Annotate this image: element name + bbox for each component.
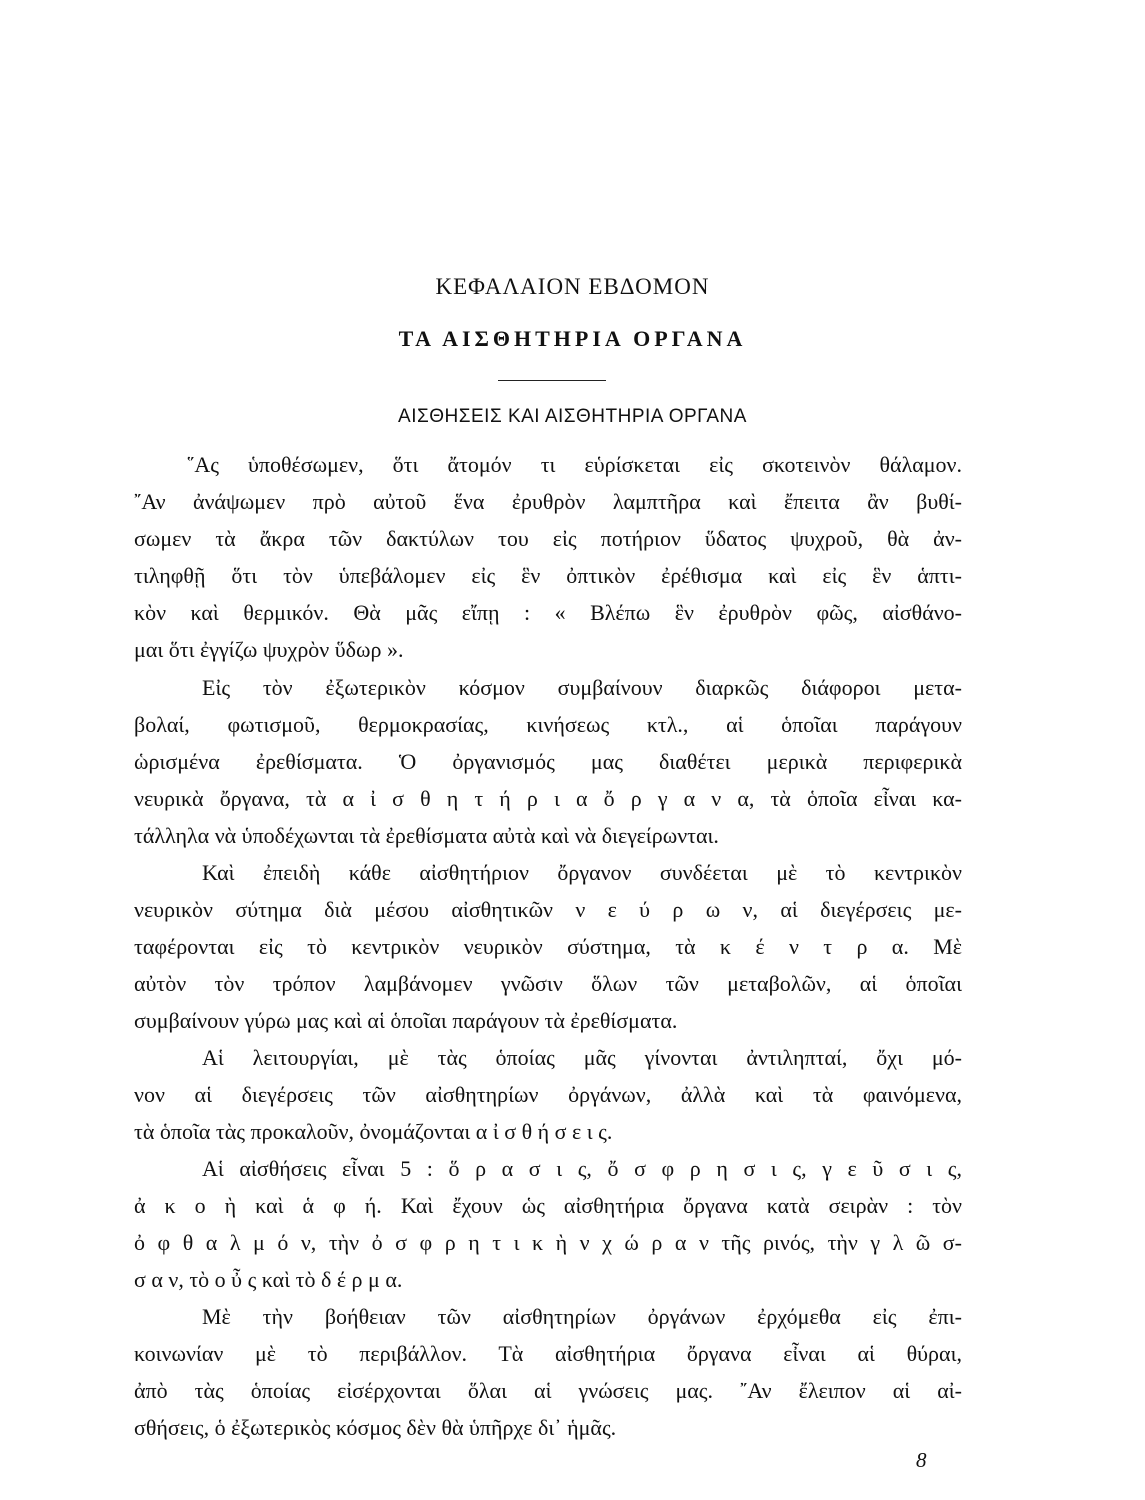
text-line: ταφέρονται εἰς τὸ κεντρικὸν νευρικὸν σύστημα, τὰ κ έ ν τ ρ α. Μὲ	[134, 934, 962, 959]
text-line: Μὲ τὴν βοήθειαν τῶν αἰσθητηρίων ὀργάνων ἐρχόμεθα εἰς ἐπι-	[202, 1304, 962, 1329]
text-line: σωμεν τὰ ἄκρα τῶν δακτύλων του εἰς ποτήριον ὕδατος ψυχροῦ, θὰ ἀν-	[134, 526, 962, 551]
text-line: τιληφθῇ ὅτι τὸν ὑπεβάλομεν εἰς ἓν ὀπτικὸν ἐρέθισμα καὶ εἰς ἓν ἁπτι-	[134, 563, 962, 588]
text-line: νευρικὰ ὄργανα, τὰ α ἰ σ θ η τ ή ρ ι α ὄ ρ γ α ν α, τὰ ὁποῖα εἶναι κα-	[134, 786, 962, 811]
page-number: 8	[916, 1448, 927, 1472]
text-line: συμβαίνουν γύρω μας καὶ αἱ ὁποῖαι παράγουν τὰ ἐρεθίσματα.	[134, 1008, 678, 1033]
text-line: Εἰς τὸν ἐξωτερικὸν κόσμον συμβαίνουν διαρκῶς διάφοροι μετα-	[202, 675, 962, 700]
text-line: Αἱ λειτουργίαι, μὲ τὰς ὁποίας μᾶς γίνονται ἀντιληπταί, ὄχι μό-	[202, 1045, 962, 1070]
title-divider	[498, 380, 606, 381]
text-line: ὀ φ θ α λ μ ό ν, τὴν ὀ σ φ ρ η τ ι κ ὴ ν χ ώ ρ α ν τῆς ρινός, τὴν γ λ ῶ σ-	[134, 1230, 962, 1255]
text-line: κοινωνίαν μὲ τὸ περιβάλλον. Τὰ αἰσθητήρια ὄργανα εἶναι αἱ θύραι,	[134, 1341, 962, 1366]
text-line: νευρικὸν σύτημα διὰ μέσου αἰσθητικῶν ν ε ύ ρ ω ν, αἱ διεγέρσεις με-	[134, 897, 962, 922]
chapter-title: ΤΑ ΑΙΣΘΗΤΗΡΙΑ ΟΡΓΑΝΑ	[398, 326, 747, 351]
text-line: κὸν καὶ θερμικόν. Θὰ μᾶς εἴπῃ : « Βλέπω ἓν ἐρυθρὸν φῶς, αἰσθάνο-	[134, 600, 962, 625]
text-line: αὐτὸν τὸν τρόπον λαμβάνομεν γνῶσιν ὅλων τῶν μεταβολῶν, αἱ ὁποῖαι	[134, 971, 962, 996]
section-title: ΑΙΣΘΗΣΕΙΣ ΚΑΙ ΑΙΣΘΗΤΗΡΙΑ ΟΡΓΑΝΑ	[398, 406, 747, 427]
text-line: ῎Αν ἀνάψωμεν πρὸ αὐτοῦ ἕνα ἐρυθρὸν λαμπτῆρα καὶ ἔπειτα ἂν βυθί-	[134, 489, 962, 514]
text-line: Καὶ ἐπειδὴ κάθε αἰσθητήριον ὄργανον συνδέεται μὲ τὸ κεντρικὸν	[202, 860, 962, 885]
chapter-label: ΚΕΦΑΛΑΙΟΝ ΕΒΔΟΜΟΝ	[435, 274, 710, 299]
text-line: μαι ὅτι ἐγγίζω ψυχρὸν ὕδωρ ».	[134, 637, 404, 662]
text-line: νον αἱ διεγέρσεις τῶν αἰσθητηρίων ὀργάνων, ἀλλὰ καὶ τὰ φαινόμενα,	[134, 1082, 962, 1107]
text-line: ἀ κ ο ὴ καὶ ἁ φ ή. Καὶ ἔχουν ὡς αἰσθητήρια ὄργανα κατὰ σειρὰν : τὸν	[134, 1193, 962, 1218]
text-line: σθήσεις, ὁ ἐξωτερικὸς κόσμος δὲν θὰ ὑπῆρχε δι᾿ ἡμᾶς.	[134, 1415, 617, 1440]
text-line: βολαί, φωτισμοῦ, θερμοκρασίας, κινήσεως κτλ., αἱ ὁποῖαι παράγουν	[134, 712, 962, 737]
text-line: τάλληλα νὰ ὑποδέχωνται τὰ ἐρεθίσματα αὐτὰ καὶ νὰ διεγείρωνται.	[134, 823, 719, 848]
text-line: τὰ ὁποῖα τὰς προκαλοῦν, ὀνομάζονται α ἰ σ θ ή σ ε ι ς.	[134, 1119, 613, 1144]
text-line: σ α ν, τὸ ο ὖ ς καὶ τὸ δ έ ρ μ α.	[134, 1267, 403, 1292]
text-line: ῞Ας ὑποθέσωμεν, ὅτι ἄτομόν τι εὑρίσκεται εἰς σκοτεινὸν θάλαμον.	[187, 452, 962, 477]
text-line: Αἱ αἰσθήσεις εἶναι 5 : ὅ ρ α σ ι ς, ὄ σ φ ρ η σ ι ς, γ ε ῦ σ ι ς,	[202, 1156, 962, 1181]
text-line: ἀπὸ τὰς ὁποίας εἰσέρχονται ὅλαι αἱ γνώσεις μας. ῎Αν ἔλειπον αἱ αἰ-	[134, 1378, 962, 1403]
text-line: ὡρισμένα ἐρεθίσματα. Ὁ ὀργανισμός μας διαθέτει μερικὰ περιφερικὰ	[134, 749, 962, 774]
